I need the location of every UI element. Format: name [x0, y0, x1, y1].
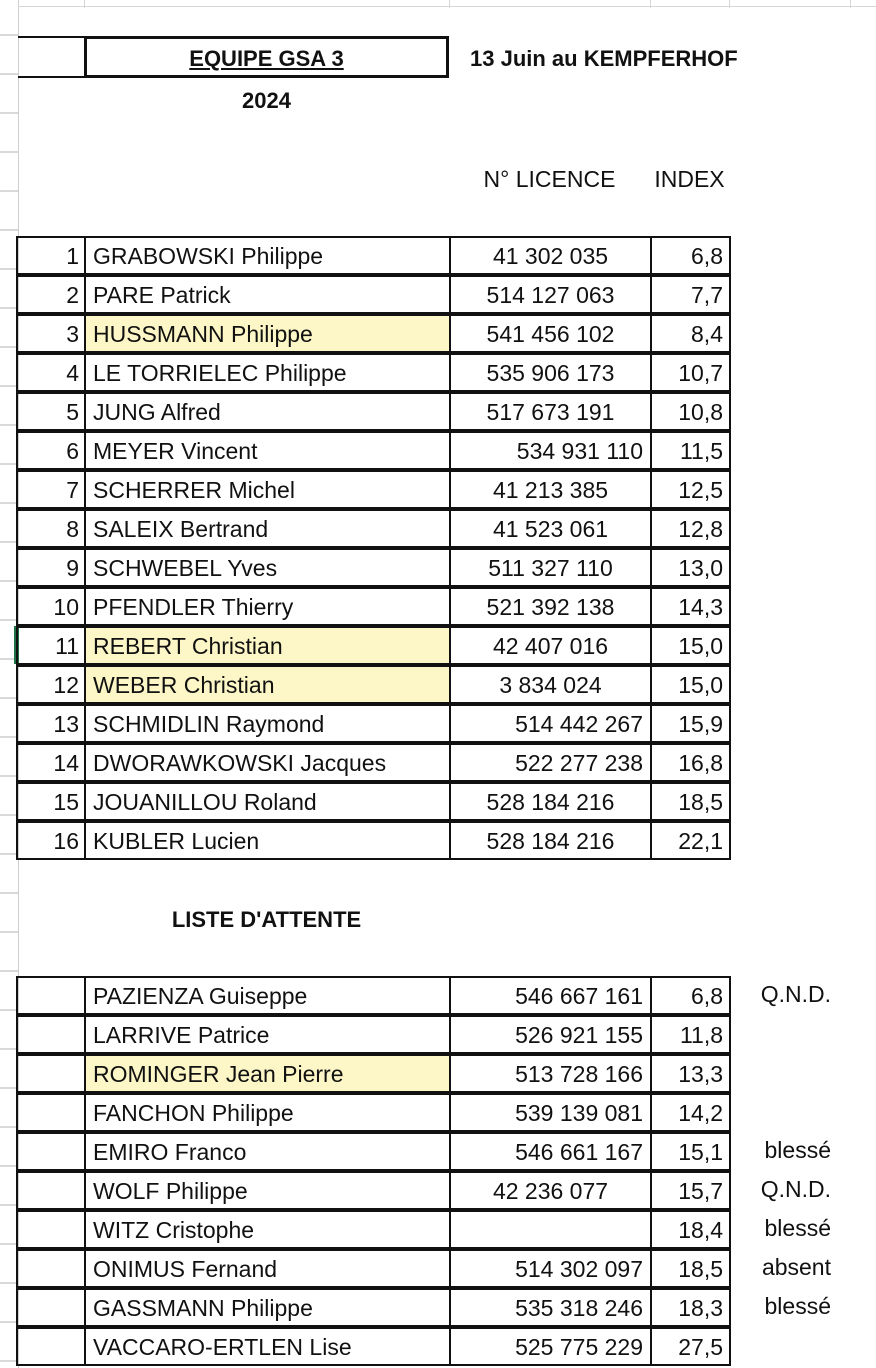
licence-cell[interactable]: 41 523 061 [449, 509, 652, 548]
row-number-cell[interactable]: 3 [16, 314, 86, 353]
team-title: EQUIPE GSA 3 [189, 46, 344, 71]
row-header-tick [0, 151, 18, 153]
index-cell[interactable]: 12,8 [650, 509, 731, 548]
licence-cell[interactable]: 42 236 077 [449, 1171, 652, 1210]
index-cell[interactable]: 12,5 [650, 470, 731, 509]
player-name-cell[interactable]: EMIRO Franco [84, 1132, 451, 1171]
licence-cell[interactable]: 525 775 229 [449, 1327, 652, 1366]
licence-cell[interactable] [449, 1210, 652, 1249]
row-number-cell[interactable]: 9 [16, 548, 86, 587]
row-header-tick [0, 34, 18, 36]
index-cell[interactable]: 18,4 [650, 1210, 731, 1249]
index-cell[interactable]: 8,4 [650, 314, 731, 353]
row-number-cell[interactable] [16, 1132, 86, 1171]
row-number-cell[interactable]: 7 [16, 470, 86, 509]
licence-cell[interactable]: 521 392 138 [449, 587, 652, 626]
licence-cell[interactable]: 514 302 097 [449, 1249, 652, 1288]
licence-cell[interactable]: 546 667 161 [449, 976, 652, 1015]
status-note: blessé [764, 1137, 831, 1163]
licence-cell[interactable]: 535 318 246 [449, 1288, 652, 1327]
player-name-cell[interactable]: SCHERRER Michel [84, 470, 451, 509]
licence-cell[interactable]: 513 728 166 [449, 1054, 652, 1093]
row-number-cell[interactable] [16, 1210, 86, 1249]
player-name-cell[interactable]: SCHMIDLIN Raymond [84, 704, 451, 743]
index-cell[interactable]: 27,5 [650, 1327, 731, 1366]
row-header-tick [0, 73, 18, 75]
row-header-tick [0, 931, 18, 933]
team-year: 2024 [242, 88, 291, 113]
index-cell[interactable]: 6,8 [650, 976, 731, 1015]
row-number-cell[interactable]: 8 [16, 509, 86, 548]
index-cell[interactable]: 15,1 [650, 1132, 731, 1171]
status-note: blessé [764, 1215, 831, 1241]
licence-cell[interactable]: 511 327 110 [449, 548, 652, 587]
index-cell[interactable]: 13,0 [650, 548, 731, 587]
licence-cell[interactable]: 539 139 081 [449, 1093, 652, 1132]
licence-cell[interactable]: 534 931 110 [449, 431, 652, 470]
status-note [735, 1015, 831, 1054]
licence-cell[interactable]: 526 921 155 [449, 1015, 652, 1054]
row-number-cell[interactable]: 12 [16, 665, 86, 704]
player-name-cell[interactable]: GRABOWSKI Philippe [84, 236, 451, 275]
player-name-cell[interactable]: KUBLER Lucien [84, 821, 451, 860]
licence-cell[interactable]: 41 213 385 [449, 470, 652, 509]
status-note: blessé [764, 1293, 831, 1319]
player-name-cell[interactable]: FANCHON Philippe [84, 1093, 451, 1132]
player-name-cell[interactable]: PARE Patrick [84, 275, 451, 314]
row-number-cell[interactable]: 2 [16, 275, 86, 314]
player-name-cell[interactable]: HUSSMANN Philippe [84, 314, 451, 353]
licence-column-header: N° LICENCE [483, 166, 616, 192]
title-left-cell[interactable] [18, 36, 84, 78]
licence-cell[interactable]: 546 661 167 [449, 1132, 652, 1171]
licence-cell[interactable]: 522 277 238 [449, 743, 652, 782]
row-number-cell[interactable]: 10 [16, 587, 86, 626]
player-name-cell[interactable]: PFENDLER Thierry [84, 587, 451, 626]
licence-cell[interactable]: 514 127 063 [449, 275, 652, 314]
player-name-cell[interactable]: GASSMANN Philippe [84, 1288, 451, 1327]
player-name-cell[interactable]: WEBER Christian [84, 665, 451, 704]
row-number-cell[interactable]: 13 [16, 704, 86, 743]
row-number-cell[interactable] [16, 1171, 86, 1210]
index-cell[interactable]: 15,9 [650, 704, 731, 743]
row-number-cell[interactable] [16, 1288, 86, 1327]
status-note: absent [761, 1254, 831, 1280]
licence-cell[interactable]: 535 906 173 [449, 353, 652, 392]
event-title: 13 Juin au KEMPFERHOF [470, 46, 738, 71]
player-name-cell[interactable]: ONIMUS Fernand [84, 1249, 451, 1288]
row-number-cell[interactable] [16, 1054, 86, 1093]
player-name-cell[interactable]: WITZ Cristophe [84, 1210, 451, 1249]
player-name-cell[interactable]: WOLF Philippe [84, 1171, 451, 1210]
row-header-tick [0, 970, 18, 972]
row-number-cell[interactable] [16, 1327, 86, 1366]
index-cell[interactable]: 13,3 [650, 1054, 731, 1093]
licence-cell[interactable]: 514 442 267 [449, 704, 652, 743]
player-name-cell[interactable]: PAZIENZA Guiseppe [84, 976, 451, 1015]
player-name-cell[interactable]: DWORAWKOWSKI Jacques [84, 743, 451, 782]
row-number-cell[interactable]: 14 [16, 743, 86, 782]
index-cell[interactable]: 14,3 [650, 587, 731, 626]
index-cell[interactable]: 11,8 [650, 1015, 731, 1054]
index-cell[interactable]: 18,5 [650, 782, 731, 821]
index-cell[interactable]: 15,0 [650, 626, 731, 665]
player-name-cell[interactable]: VACCARO-ERTLEN Lise [84, 1327, 451, 1366]
row-number-cell[interactable]: 15 [16, 782, 86, 821]
gridline [18, 6, 876, 7]
row-number-cell[interactable]: 11 [16, 626, 86, 665]
row-header-tick [0, 892, 18, 894]
index-cell[interactable]: 7,7 [650, 275, 731, 314]
licence-cell[interactable]: 528 184 216 [449, 821, 652, 860]
index-column-header: INDEX [654, 166, 725, 192]
row-number-cell[interactable] [16, 1249, 86, 1288]
index-cell[interactable]: 15,7 [650, 1171, 731, 1210]
index-cell[interactable]: 15,0 [650, 665, 731, 704]
player-name-cell[interactable]: MEYER Vincent [84, 431, 451, 470]
player-name-cell[interactable]: JOUANILLOU Roland [84, 782, 451, 821]
waiting-list-title: LISTE D'ATTENTE [171, 907, 362, 932]
index-cell[interactable]: 22,1 [650, 821, 731, 860]
row-number-cell[interactable]: 4 [16, 353, 86, 392]
row-number-cell[interactable]: 6 [16, 431, 86, 470]
status-note [735, 1054, 831, 1093]
player-name-cell[interactable]: SALEIX Bertrand [84, 509, 451, 548]
licence-cell[interactable]: 3 834 024 [449, 665, 652, 704]
status-note [735, 1327, 831, 1366]
licence-cell[interactable]: 517 673 191 [449, 392, 652, 431]
player-name-cell[interactable]: JUNG Alfred [84, 392, 451, 431]
row-number-cell[interactable]: 5 [16, 392, 86, 431]
status-note: Q.N.D. [760, 981, 831, 1007]
row-number-cell[interactable] [16, 1093, 86, 1132]
index-cell[interactable]: 11,5 [650, 431, 731, 470]
status-note [735, 1093, 831, 1132]
index-cell[interactable]: 14,2 [650, 1093, 731, 1132]
player-name-cell[interactable]: ROMINGER Jean Pierre [84, 1054, 451, 1093]
licence-cell[interactable]: 41 302 035 [449, 236, 652, 275]
row-header-tick [0, 229, 18, 231]
row-number-cell[interactable] [16, 1015, 86, 1054]
index-cell[interactable]: 18,5 [650, 1249, 731, 1288]
licence-cell[interactable]: 528 184 216 [449, 782, 652, 821]
index-cell[interactable]: 10,7 [650, 353, 731, 392]
status-note: Q.N.D. [760, 1176, 831, 1202]
index-cell[interactable]: 10,8 [650, 392, 731, 431]
row-header-tick [0, 112, 18, 114]
row-header-tick [0, 190, 18, 192]
row-number-cell[interactable]: 1 [16, 236, 86, 275]
index-cell[interactable]: 18,3 [650, 1288, 731, 1327]
licence-cell[interactable]: 541 456 102 [449, 314, 652, 353]
index-cell[interactable]: 16,8 [650, 743, 731, 782]
row-number-cell[interactable] [16, 976, 86, 1015]
player-name-cell[interactable]: LARRIVE Patrice [84, 1015, 451, 1054]
licence-cell[interactable]: 42 407 016 [449, 626, 652, 665]
index-cell[interactable]: 6,8 [650, 236, 731, 275]
player-name-cell[interactable]: SCHWEBEL Yves [84, 548, 451, 587]
row-number-cell[interactable]: 16 [16, 821, 86, 860]
player-name-cell[interactable]: LE TORRIELEC Philippe [84, 353, 451, 392]
player-name-cell[interactable]: REBERT Christian [84, 626, 451, 665]
